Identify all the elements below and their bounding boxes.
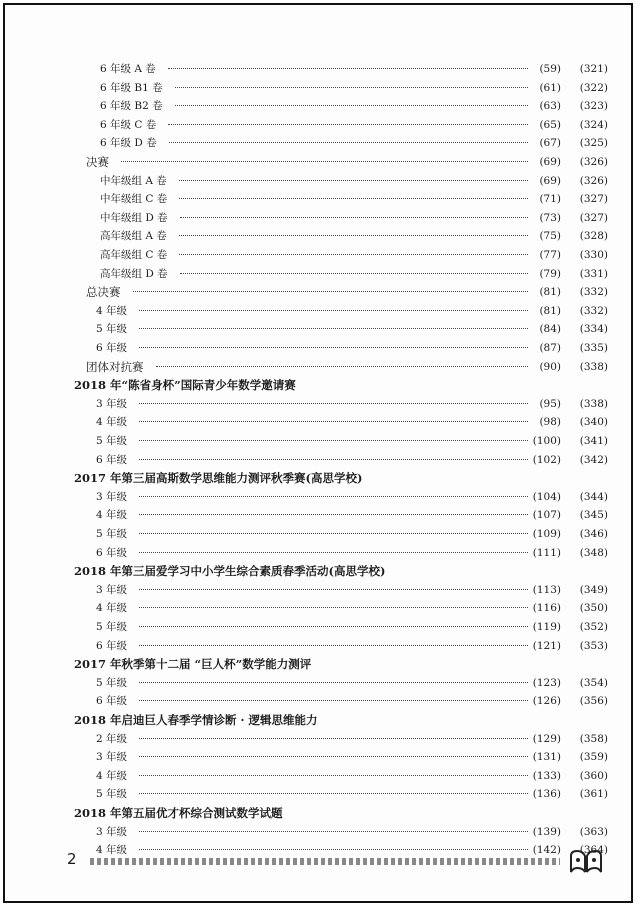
toc-dot-leader [139,793,528,794]
toc-answer-page: (324) [579,118,608,131]
toc-entry [0,599,640,617]
toc-dot-leader [139,421,528,422]
toc-entry-label: 3 年级 [96,751,128,764]
toc-entry-label: 3 年级 [96,397,128,410]
toc-dot-leader [179,235,528,236]
toc-question-page: (136) [532,788,561,801]
toc-section-heading [0,655,640,673]
toc-entry [0,246,640,264]
toc-dot-leader [139,328,528,329]
toc-entry-label: 5 年级 [96,435,128,447]
toc-entry-label: 2 年级 [96,732,128,745]
toc-section-heading [0,469,640,487]
toc-entry-label: 6 年级 C 卷 [100,118,157,131]
toc-question-page: (126) [532,695,561,708]
toc-question-page: (109) [532,528,561,540]
toc-dot-leader [168,124,528,125]
toc-entry [0,823,640,841]
toc-dot-leader [139,552,528,553]
toc-dot-leader [175,105,528,106]
toc-entry-label: 2017 年秋季第十二届 “巨人杯”数学能力测评 [74,657,312,672]
toc-dot-leader [139,756,528,757]
toc-answer-page: (328) [579,230,608,243]
page-number: 2 [67,850,77,868]
toc-dot-leader [121,161,528,162]
toc-dot-leader [139,589,528,590]
toc-entry-label: 中年级组 A 卷 [100,174,167,187]
toc-dot-leader [139,347,528,348]
toc-entry [0,730,640,748]
toc-entry-label: 中年级组 D 卷 [100,211,168,224]
toc-answer-page: (346) [579,528,608,540]
toc-entry [0,320,640,338]
toc-answer-page: (360) [579,769,608,782]
toc-entry [0,79,640,97]
toc-entry [0,692,640,710]
toc-entry-label: 5 年级 [96,788,128,801]
toc-entry-label: 2017 年第三届高斯数学思维能力测评秋季赛(高思学校) [74,471,363,486]
toc-answer-page: (363) [579,825,608,838]
toc-question-page: (63) [539,100,561,113]
toc-entry [0,265,640,283]
toc-section-heading [0,376,640,394]
toc-entry [0,97,640,115]
toc-question-page: (98) [539,416,561,429]
toc-dot-leader [139,310,528,311]
toc-entry-label: 中年级组 C 卷 [100,193,168,206]
toc-entry-label: 4 年级 [96,769,128,782]
toc-entry-label: 5 年级 [96,676,128,689]
toc-question-page: (139) [532,825,561,838]
toc-entry [0,506,640,524]
toc-entry [0,637,640,655]
toc-dot-leader [168,68,528,69]
toc-question-page: (129) [532,732,561,745]
toc-answer-page: (340) [579,416,608,429]
toc-entry [0,488,640,506]
toc-dot-leader [139,775,528,776]
toc-question-page: (123) [532,676,561,689]
toc-entry-label: 4 年级 [96,304,128,317]
toc-question-page: (69) [539,156,561,168]
toc-dot-leader [139,607,528,608]
toc-entry-label: 总决赛 [86,285,121,300]
toc-question-page: (87) [539,342,561,354]
toc-entry [0,153,640,171]
toc-dot-leader [139,645,528,646]
toc-entry-label: 6 年级 B1 卷 [100,81,163,94]
toc-answer-page: (330) [579,249,608,261]
toc-question-page: (59) [539,63,561,75]
toc-entry-label: 6 年级 [96,639,128,652]
toc-entry-label: 6 年级 [96,695,128,708]
toc-entry-label: 3 年级 [96,583,128,596]
toc-entry-label: 3 年级 [96,825,128,838]
toc-entry [0,339,640,357]
toc-entry [0,748,640,766]
toc-entry-label: 4 年级 [96,509,128,522]
toc-answer-page: (327) [579,193,608,206]
toc-entry-label: 4 年级 [96,844,128,857]
toc-question-page: (77) [539,249,561,261]
toc-entry-label: 6 年级 D 卷 [100,137,157,150]
toc-dot-leader [169,142,528,143]
footer-decorative-bar [90,858,560,865]
toc-entry [0,209,640,227]
toc-question-page: (81) [539,304,561,317]
toc-section-heading [0,562,640,580]
toc-dot-leader [179,254,528,255]
toc-dot-leader [139,831,528,832]
toc-entry-label: 6 年级 [96,342,128,354]
toc-entry-label: 6 年级 A 卷 [100,63,156,75]
toc-question-page: (71) [539,193,561,206]
toc-dot-leader [139,496,528,497]
toc-entry [0,674,640,692]
toc-answer-page: (356) [579,695,608,708]
toc-question-page: (67) [539,137,561,150]
toc-entry [0,116,640,134]
toc-answer-page: (332) [579,304,608,317]
book-logo-icon [568,848,604,874]
toc-question-page: (104) [532,490,561,503]
toc-entry-label: 6 年级 B2 卷 [100,100,163,113]
toc-dot-leader [156,366,528,367]
toc-answer-page: (354) [579,676,608,689]
toc-answer-page: (327) [579,211,608,224]
toc-entry-label: 高年级组 D 卷 [100,267,168,280]
toc-answer-page: (353) [579,639,608,652]
toc-answer-page: (321) [579,63,608,75]
toc-answer-page: (325) [579,137,608,150]
toc-entry-label: 2018 年启迪巨人春季学情诊断 · 逻辑思维能力 [74,713,318,727]
toc-entry [0,525,640,543]
toc-question-page: (75) [539,230,561,243]
toc-question-page: (81) [539,286,561,299]
toc-entry-label: 5 年级 [96,528,128,540]
toc-entry [0,618,640,636]
toc-answer-page: (335) [579,342,608,354]
toc-entry-label: 5 年级 [96,323,128,336]
toc-answer-page: (332) [579,286,608,299]
toc-answer-page: (334) [579,323,608,336]
toc-entry [0,302,640,320]
toc-dot-leader [133,291,528,292]
toc-answer-page: (322) [579,81,608,94]
toc-answer-page: (350) [579,602,608,615]
toc-question-page: (100) [532,435,561,447]
toc-dot-leader [139,700,528,701]
toc-dot-leader [139,440,528,441]
toc-entry-label: 决赛 [86,155,109,169]
toc-entry [0,395,640,413]
toc-dot-leader [179,198,528,199]
toc-answer-page: (352) [579,621,608,633]
toc-entry [0,190,640,208]
toc-question-page: (84) [539,323,561,336]
toc-answer-page: (331) [579,267,608,280]
toc-answer-page: (361) [579,788,608,801]
toc-dot-leader [139,514,528,515]
toc-answer-page: (338) [579,360,608,373]
toc-entry [0,785,640,803]
toc-dot-leader [180,217,528,218]
toc-question-page: (69) [539,174,561,187]
toc-dot-leader [139,533,528,534]
toc-entry-label: 2018 年第三届爱学习中小学生综合素质春季活动(高思学校) [74,564,386,579]
toc-question-page: (133) [532,769,561,782]
page-footer [0,846,640,876]
toc-entry [0,544,640,562]
toc-question-page: (102) [532,453,561,466]
toc-entry-label: 4 年级 [96,416,128,429]
toc-answer-page: (348) [579,546,608,559]
toc-entry [0,767,640,785]
toc-dot-leader [139,738,528,739]
toc-dot-leader [139,626,528,627]
toc-answer-page: (359) [579,751,608,764]
toc-answer-page: (349) [579,583,608,596]
toc-entry [0,60,640,78]
toc-entry [0,581,640,599]
toc-entry [0,283,640,301]
toc-entry [0,413,640,431]
toc-dot-leader [179,180,528,181]
toc-question-page: (65) [539,118,561,131]
toc-question-page: (107) [532,509,561,522]
toc-section-heading [0,711,640,729]
toc-dot-leader [139,459,528,460]
toc-entry [0,134,640,152]
toc-entry [0,451,640,469]
toc-answer-page: (358) [579,732,608,745]
toc-entry [0,172,640,190]
toc-answer-page: (342) [579,453,608,466]
toc-entry-label: 高年级组 C 卷 [100,249,168,261]
toc-question-page: (79) [539,267,561,280]
toc-question-page: (61) [539,81,561,94]
toc-answer-page: (323) [579,100,608,113]
toc-entry-label: 高年级组 A 卷 [100,230,167,243]
toc-question-page: (95) [539,397,561,410]
toc-question-page: (142) [532,844,561,857]
toc-entry [0,227,640,245]
toc-entry-label: 4 年级 [96,602,128,615]
toc-answer-page: (341) [579,435,608,447]
toc-entry [0,432,640,450]
toc-answer-page: (344) [579,490,608,503]
toc-answer-page: (326) [579,174,608,187]
toc-answer-page: (345) [579,509,608,522]
toc-question-page: (113) [532,583,561,596]
toc-answer-page: (364) [579,844,608,857]
toc-entry-label: 团体对抗赛 [86,359,144,374]
toc-question-page: (73) [539,211,561,224]
toc-question-page: (111) [532,546,561,559]
toc-entry-label: 6 年级 [96,546,128,559]
toc-entry-label: 2018 年第五届优才杯综合测试数学试题 [74,806,283,820]
toc-entry-label: 2018 年“陈省身杯”国际青少年数学邀请赛 [74,378,296,393]
toc-answer-page: (338) [579,397,608,410]
toc-answer-page: (326) [579,156,608,168]
toc-question-page: (116) [532,602,561,615]
toc-dot-leader [180,273,528,274]
toc-entry [0,358,640,376]
toc-question-page: (90) [539,360,561,373]
toc-section-heading [0,804,640,822]
toc-entry-label: 5 年级 [96,621,128,633]
toc-entry-label: 3 年级 [96,490,128,503]
toc-dot-leader [139,682,528,683]
toc-question-page: (131) [532,751,561,764]
toc-dot-leader [175,87,528,88]
toc-dot-leader [139,403,528,404]
toc-question-page: (121) [532,639,561,652]
toc-question-page: (119) [532,621,561,633]
toc-entry-label: 6 年级 [96,453,128,466]
